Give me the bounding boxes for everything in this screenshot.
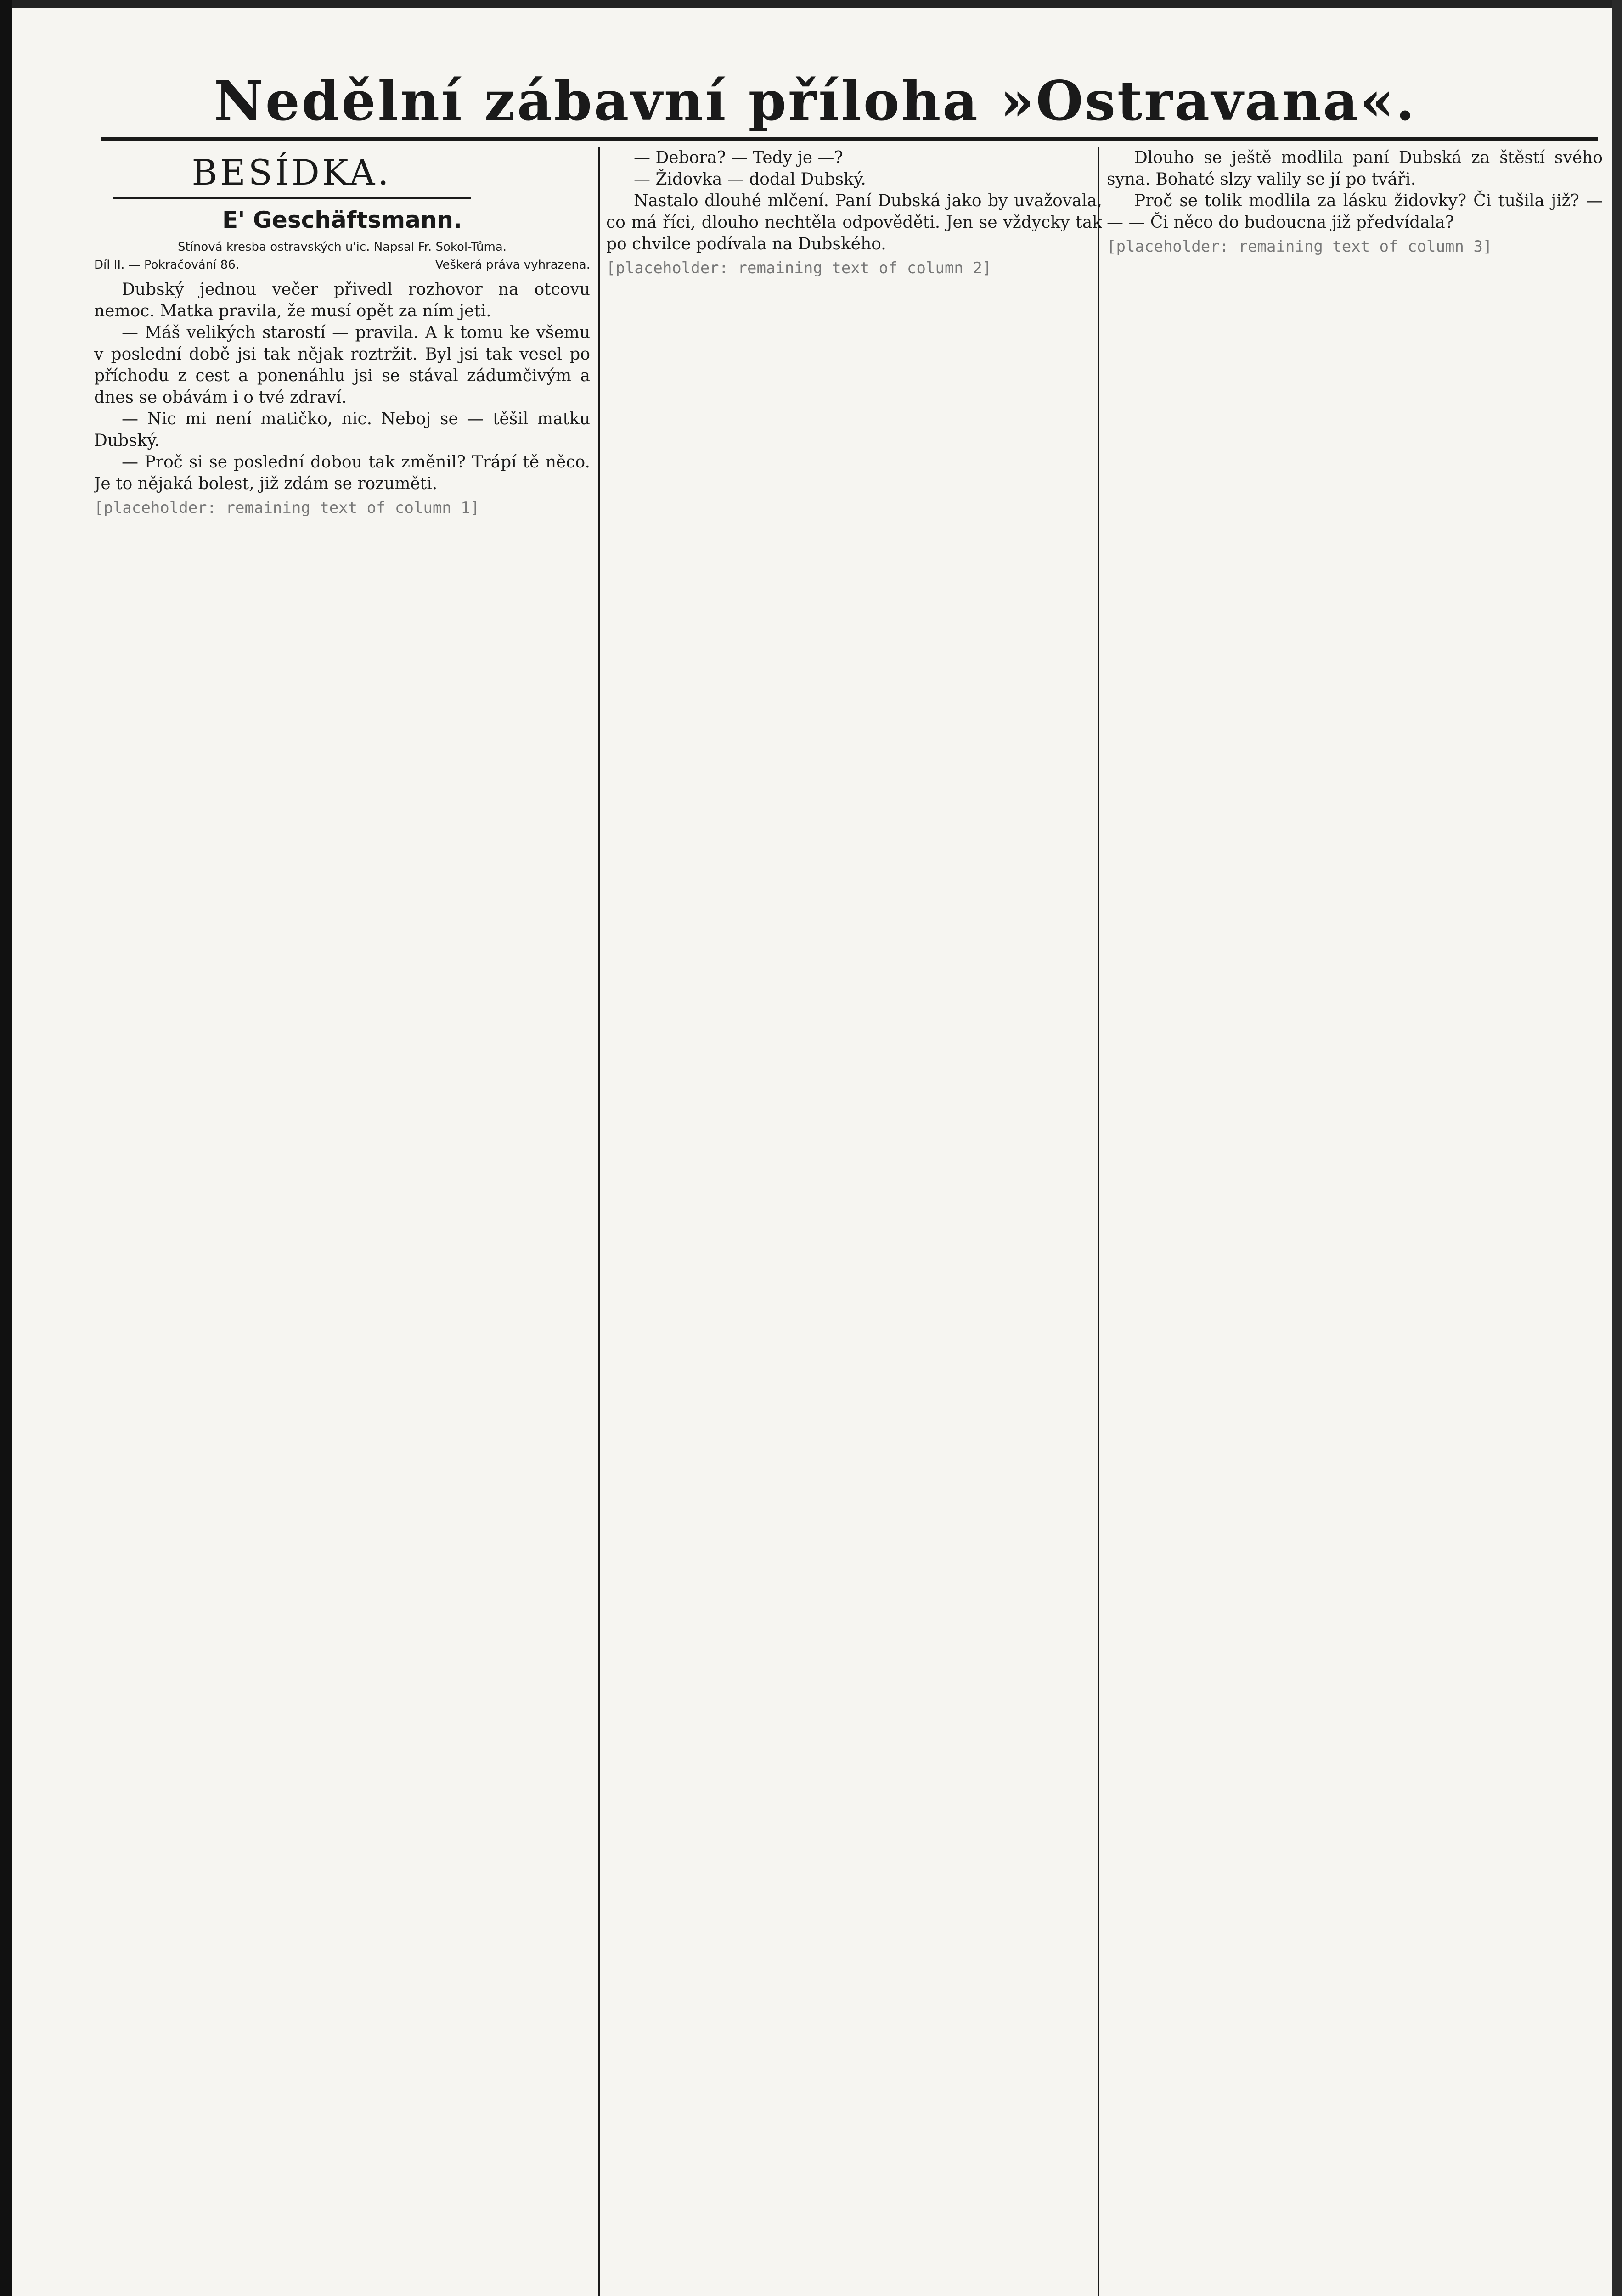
text-line: Dubský jednou večer přivedl rozhovor na otcovu nemoc. Matka pravila, že musí opět za ním jeti. [94, 280, 590, 321]
story-rights: Veškerá práva vyhrazena. [435, 258, 590, 272]
page-top-edge [0, 0, 1622, 8]
story-title: E' Geschäftsmann. [222, 207, 462, 233]
text-line: Proč se tolik modlila za lásku židovky? Či tušila již? — — — Či něco do budoucna již předvídala? [1107, 191, 1603, 232]
page-masthead: Nedělní zábavní příloha »Ostravana«. [214, 69, 1417, 133]
text-line: — Židovka — dodal Dubský. [634, 170, 866, 189]
text-placeholder: [placeholder: remaining text of column 2] [606, 259, 992, 277]
text-line: Nastalo dlouhé mlčení. Paní Dubská jako by uvažovala, co má říci, dlouho nechtěla odpověděti. Jen se vždycky tak po chvilce podívala na Dubského. [606, 191, 1102, 253]
column-1 [94, 147, 590, 2296]
section-heading: BESÍDKA. [113, 149, 471, 199]
text-line: — Nic mi není matičko, nic. Neboj se — těšil matku Dubský. [94, 410, 590, 450]
story-byline: Stínová kresba ostravských u'ic. Napsal Fr. Sokol-Tůma. [177, 240, 507, 254]
text-line: — Debora? — Tedy je —? [634, 148, 843, 167]
text-line: — Máš velikých starostí — pravila. A k tomu ke všemu v poslední době jsi tak nějak roztržit. Byl jsi tak vesel po příchodu z cest a ponenáhlu jsi se stával zádumčivým a dnes se obávám i o tvé zdraví. [94, 323, 590, 407]
column-separator [598, 147, 600, 2296]
column-3 [1107, 147, 1603, 2296]
column-2 [606, 147, 1102, 2296]
text-placeholder: [placeholder: remaining text of column 3] [1107, 237, 1492, 256]
page-left-edge [0, 0, 12, 2296]
text-line: — Proč si se poslední dobou tak změnil? Trápí tě něco. Je to nějaká bolest, již zdám se rozuměti. [94, 453, 590, 493]
page-right-edge [1612, 0, 1622, 2296]
text-placeholder: [placeholder: remaining text of column 1] [94, 499, 480, 517]
text-line: Dlouho se ještě modlila paní Dubská za štěstí svého syna. Bohaté slzy valily se jí po tváři. [1107, 148, 1603, 189]
masthead-rule [101, 137, 1598, 141]
story-part: Díl II. — Pokračování 86. [94, 258, 240, 272]
story-meta [94, 256, 590, 274]
